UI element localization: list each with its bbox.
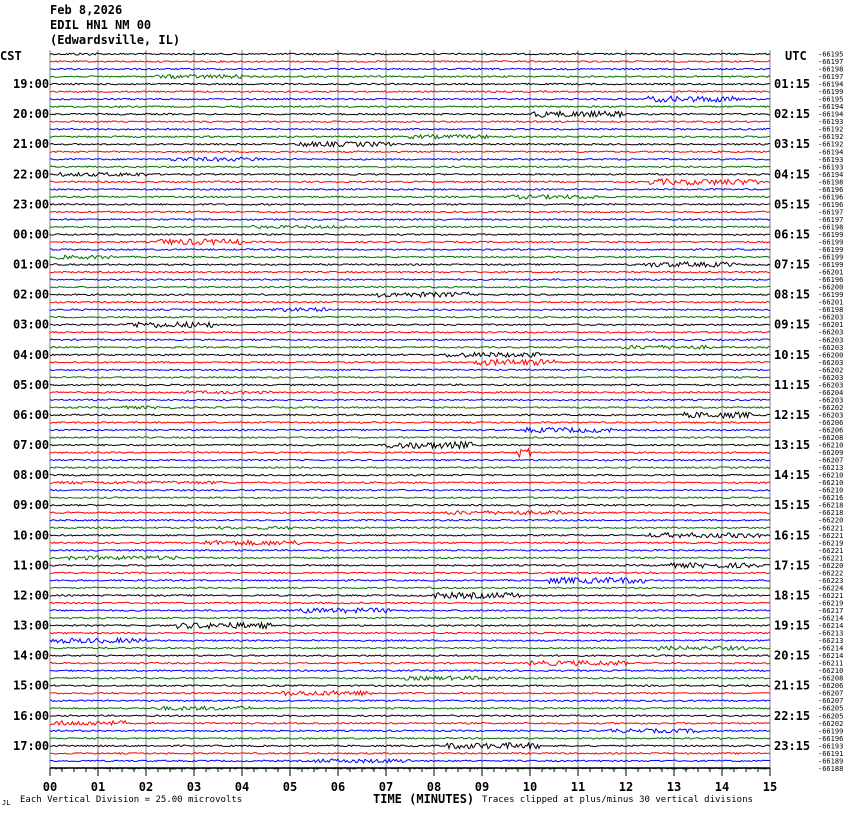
seismic-trace	[50, 219, 770, 221]
trace-baseline-label: -66217	[818, 606, 844, 615]
trace-baseline-label: -66214	[818, 652, 844, 661]
trace-baseline-label: -66219	[818, 599, 844, 608]
seismic-trace	[50, 670, 770, 672]
trace-baseline-label: -66214	[818, 614, 844, 623]
trace-baseline-label: -66197	[818, 58, 844, 67]
left-hour-label: 04:00	[13, 347, 50, 362]
right-hour-label: 11:15	[774, 377, 811, 392]
seismic-trace	[50, 225, 770, 228]
trace-baseline-label: -66208	[818, 674, 844, 683]
trace-baseline-label: -66194	[818, 110, 844, 119]
trace-baseline-label: -66210	[818, 471, 844, 480]
seismic-trace	[50, 563, 770, 568]
right-hour-label: 20:15	[774, 648, 811, 663]
station-code: EDIL HN1 NM 00	[50, 18, 152, 32]
seismic-trace	[50, 602, 770, 604]
seismic-trace	[50, 577, 770, 583]
trace-baseline-label: -66196	[818, 734, 844, 743]
seismic-trace	[50, 646, 770, 650]
trace-baseline-label: -66197	[818, 215, 844, 224]
right-hour-label: 13:15	[774, 438, 811, 453]
seismic-trace	[50, 83, 770, 85]
trace-baseline-label: -66219	[818, 539, 844, 548]
corner-mark: JL	[2, 799, 11, 807]
trace-baseline-label: -66196	[818, 185, 844, 194]
seismic-trace	[50, 519, 770, 521]
seismic-trace	[50, 189, 770, 191]
x-axis-title: TIME (MINUTES)	[373, 792, 475, 806]
seismic-trace	[50, 369, 770, 371]
seismic-trace	[50, 474, 770, 476]
seismic-trace	[50, 142, 770, 147]
trace-baseline-label: -66203	[818, 381, 844, 390]
trace-baseline-label: -66206	[818, 682, 844, 691]
seismic-trace	[50, 638, 770, 643]
left-hour-label: 02:00	[13, 287, 50, 302]
trace-baseline-label: -66210	[818, 667, 844, 676]
trace-baseline-label: -66207	[818, 689, 844, 698]
trace-baseline-label: -66209	[818, 449, 844, 458]
seismic-trace	[50, 339, 770, 341]
x-tick-label: 13	[666, 780, 682, 794]
trace-baseline-label: -66213	[818, 464, 844, 473]
trace-baseline-label: -66206	[818, 426, 844, 435]
seismic-trace	[50, 106, 770, 108]
right-hour-label: 03:15	[774, 137, 811, 152]
trace-baseline-label: -66199	[818, 253, 844, 262]
seismic-trace	[50, 572, 770, 574]
left-hour-label: 05:00	[13, 377, 50, 392]
seismic-trace	[50, 632, 770, 634]
x-tick-label: 14	[714, 780, 730, 794]
trace-baseline-label: -66199	[818, 291, 844, 300]
trace-baseline-label: -66195	[818, 95, 844, 104]
trace-baseline-label: -66214	[818, 644, 844, 653]
x-tick-label: 02	[138, 780, 154, 794]
trace-baseline-label: -66196	[818, 276, 844, 285]
seismic-trace	[50, 391, 770, 394]
seismic-trace	[50, 234, 770, 236]
seismic-trace	[50, 68, 770, 70]
trace-baseline-label: -66194	[818, 170, 844, 179]
trace-baseline-label: -66203	[818, 358, 844, 367]
trace-baseline-label: -66203	[818, 328, 844, 337]
clip-note: Traces clipped at plus/minus 30 vertical divisions	[482, 795, 753, 805]
right-hour-label: 01:15	[774, 77, 811, 92]
seismic-trace	[50, 422, 770, 424]
trace-baseline-label: -66221	[818, 524, 844, 533]
trace-baseline-label: -66199	[818, 88, 844, 97]
left-hour-label: 01:00	[13, 257, 50, 272]
seismic-trace	[50, 345, 770, 349]
seismic-trace	[50, 53, 770, 55]
seismic-trace	[50, 292, 770, 297]
trace-baseline-label: -66221	[818, 531, 844, 540]
right-hour-label: 10:15	[774, 347, 811, 362]
seismic-trace	[50, 157, 770, 161]
right-hour-label: 09:15	[774, 317, 811, 332]
trace-baseline-label: -66204	[818, 388, 844, 397]
seismic-trace	[50, 721, 770, 725]
seismic-trace	[50, 128, 770, 130]
trace-baseline-label: -66193	[818, 742, 844, 751]
left-hour-label: 07:00	[13, 438, 50, 453]
trace-baseline-label: -66210	[818, 479, 844, 488]
seismic-trace	[50, 592, 770, 598]
trace-baseline-label: -66189	[818, 757, 844, 766]
seismic-trace	[50, 316, 770, 318]
trace-baseline-label: -66194	[818, 80, 844, 89]
right-timezone-label: UTC	[785, 49, 807, 63]
seismic-trace	[50, 442, 770, 449]
seismic-trace	[50, 437, 770, 439]
trace-baseline-label: -66196	[818, 200, 844, 209]
trace-baseline-label: -66210	[818, 441, 844, 450]
seismic-trace	[50, 135, 770, 139]
trace-baseline-label: -66199	[818, 261, 844, 270]
x-tick-label: 08	[426, 780, 442, 794]
right-hour-label: 08:15	[774, 287, 811, 302]
trace-baseline-label: -66197	[818, 208, 844, 217]
x-tick-label: 05	[282, 780, 298, 794]
seismic-trace	[50, 743, 770, 749]
seismic-trace	[50, 550, 770, 552]
trace-baseline-label: -66213	[818, 637, 844, 646]
trace-baseline-label: -66218	[818, 501, 844, 510]
seismic-trace	[50, 489, 770, 491]
seismic-trace	[50, 406, 770, 409]
trace-baseline-label: -66194	[818, 103, 844, 112]
trace-baseline-label: -66199	[818, 246, 844, 255]
right-hour-label: 05:15	[774, 197, 811, 212]
left-hour-label: 23:00	[13, 197, 50, 212]
trace-baseline-label: -66201	[818, 321, 844, 330]
seismic-trace	[50, 271, 770, 273]
seismic-trace	[50, 511, 770, 515]
trace-baseline-label: -66191	[818, 749, 844, 758]
right-hour-label: 19:15	[774, 618, 811, 633]
trace-baseline-label: -66210	[818, 486, 844, 495]
trace-baseline-label: -66224	[818, 584, 844, 593]
seismic-trace	[50, 753, 770, 755]
trace-baseline-label: -66203	[818, 373, 844, 382]
x-tick-label: 06	[330, 780, 346, 794]
x-tick-label: 04	[234, 780, 250, 794]
trace-baseline-label: -66207	[818, 456, 844, 465]
seismic-trace	[50, 111, 770, 117]
seismic-trace	[50, 331, 770, 333]
seismic-trace	[50, 533, 770, 538]
seismic-trace	[50, 540, 770, 545]
vertical-scale-note: Each Vertical Division = 25.00 microvolts	[20, 795, 243, 805]
seismic-trace	[50, 249, 770, 251]
trace-baseline-label: -66203	[818, 411, 844, 420]
seismic-trace	[50, 195, 770, 199]
trace-baseline-label: -66206	[818, 418, 844, 427]
trace-baseline-label: -66220	[818, 516, 844, 525]
seismic-trace	[50, 497, 770, 499]
trace-baseline-label: -66200	[818, 283, 844, 292]
seismic-trace	[50, 467, 770, 469]
seismic-trace	[50, 399, 770, 401]
seismic-trace	[50, 61, 770, 63]
seismic-trace	[50, 211, 770, 213]
trace-baseline-label: -66214	[818, 622, 844, 631]
trace-baseline-label: -66221	[818, 591, 844, 600]
seismic-trace	[50, 676, 770, 680]
trace-baseline-label: -66202	[818, 366, 844, 375]
seismic-trace	[50, 759, 770, 763]
trace-baseline-label: -66193	[818, 163, 844, 172]
seismic-trace	[50, 91, 770, 93]
left-hour-label: 20:00	[13, 107, 50, 122]
right-hour-label: 07:15	[774, 257, 811, 272]
trace-baseline-label: -66216	[818, 494, 844, 503]
seismic-trace	[50, 526, 770, 529]
trace-baseline-label: -66197	[818, 73, 844, 82]
seismic-trace	[50, 308, 770, 312]
trace-baseline-label: -66203	[818, 313, 844, 322]
x-tick-label: 01	[90, 780, 106, 794]
seismic-trace	[50, 715, 770, 717]
x-tick-label: 00	[42, 780, 58, 794]
seismic-trace	[50, 729, 770, 733]
seismic-trace	[50, 700, 770, 702]
x-tick-label: 12	[618, 780, 634, 794]
trace-baseline-label: -66195	[818, 50, 844, 59]
trace-baseline-label: -66199	[818, 230, 844, 239]
seismic-trace	[50, 685, 770, 687]
left-hour-label: 19:00	[13, 77, 50, 92]
seismic-trace	[50, 239, 770, 245]
trace-baseline-label: -66218	[818, 509, 844, 518]
right-hour-label: 23:15	[774, 738, 811, 753]
trace-baseline-label: -66199	[818, 727, 844, 736]
seismic-trace	[50, 359, 770, 365]
seismic-trace	[50, 166, 770, 168]
x-tick-label: 03	[186, 780, 202, 794]
trace-baseline-label: -66211	[818, 659, 844, 668]
seismic-trace	[50, 96, 770, 102]
seismic-trace	[50, 262, 770, 267]
right-hour-label: 17:15	[774, 558, 811, 573]
plot-date: Feb 8,2026	[50, 3, 123, 17]
seismic-trace	[50, 481, 770, 484]
trace-baseline-label: -66193	[818, 118, 844, 127]
left-hour-label: 08:00	[13, 468, 50, 483]
trace-baseline-label: -66221	[818, 546, 844, 555]
seismic-trace	[50, 459, 770, 461]
x-tick-label: 11	[570, 780, 586, 794]
x-tick-label: 15	[762, 780, 778, 794]
seismic-trace	[50, 173, 770, 177]
trace-baseline-label: -66198	[818, 178, 844, 187]
left-hour-label: 11:00	[13, 558, 50, 573]
trace-baseline-label: -66194	[818, 148, 844, 157]
trace-baseline-label: -66198	[818, 223, 844, 232]
seismic-trace	[50, 286, 770, 288]
trace-baseline-label: -66198	[818, 65, 844, 74]
seismic-trace	[50, 179, 770, 185]
seismic-trace	[50, 661, 770, 666]
seismic-trace	[50, 384, 770, 386]
seismic-trace	[50, 301, 770, 303]
seismic-trace	[50, 617, 770, 619]
seismic-trace	[50, 449, 770, 457]
right-hour-label: 16:15	[774, 528, 811, 543]
trace-baseline-label: -66188	[818, 764, 844, 773]
seismic-trace	[50, 412, 770, 418]
trace-baseline-label: -66205	[818, 712, 844, 721]
seismic-trace	[50, 655, 770, 657]
trace-baseline-label: -66198	[818, 306, 844, 315]
seismic-trace	[50, 121, 770, 123]
right-hour-label: 22:15	[774, 708, 811, 723]
seismic-trace	[50, 151, 770, 153]
seismic-trace	[50, 738, 770, 740]
trace-baseline-label: -66201	[818, 268, 844, 277]
left-hour-label: 17:00	[13, 738, 50, 753]
left-hour-label: 03:00	[13, 317, 50, 332]
seismic-trace	[50, 556, 770, 560]
seismic-trace	[50, 608, 770, 613]
trace-baseline-label: -66199	[818, 238, 844, 247]
left-hour-label: 15:00	[13, 678, 50, 693]
trace-baseline-label: -66202	[818, 719, 844, 728]
trace-baseline-label: -66208	[818, 434, 844, 443]
left-hour-label: 14:00	[13, 648, 50, 663]
seismic-trace	[50, 75, 770, 79]
trace-baseline-label: -66221	[818, 554, 844, 563]
right-hour-label: 15:15	[774, 498, 811, 513]
right-hour-label: 06:15	[774, 227, 811, 242]
left-hour-label: 13:00	[13, 618, 50, 633]
trace-baseline-label: -66207	[818, 697, 844, 706]
left-hour-label: 10:00	[13, 528, 50, 543]
trace-baseline-label: -66213	[818, 629, 844, 638]
seismic-trace	[50, 322, 770, 328]
left-hour-label: 09:00	[13, 498, 50, 513]
x-tick-label: 10	[522, 780, 538, 794]
trace-baseline-label: -66193	[818, 155, 844, 164]
trace-baseline-label: -66192	[818, 133, 844, 142]
seismic-trace	[50, 623, 770, 629]
trace-baseline-label: -66201	[818, 298, 844, 307]
right-hour-label: 14:15	[774, 468, 811, 483]
left-hour-label: 12:00	[13, 588, 50, 603]
seismic-trace	[50, 279, 770, 281]
trace-baseline-label: -66203	[818, 396, 844, 405]
left-hour-label: 22:00	[13, 167, 50, 182]
seismic-trace	[50, 255, 770, 259]
x-tick-label: 09	[474, 780, 490, 794]
trace-baseline-label: -66223	[818, 576, 844, 585]
seismic-trace	[50, 204, 770, 206]
trace-baseline-label: -66203	[818, 343, 844, 352]
trace-baseline-label: -66200	[818, 351, 844, 360]
seismic-trace	[50, 691, 770, 696]
trace-baseline-label: -66222	[818, 569, 844, 578]
station-location: (Edwardsville, IL)	[50, 33, 181, 47]
trace-baseline-label: -66192	[818, 125, 844, 134]
trace-baseline-label: -66203	[818, 336, 844, 345]
seismic-trace	[50, 706, 770, 710]
right-hour-label: 04:15	[774, 167, 811, 182]
left-hour-label: 16:00	[13, 708, 50, 723]
right-hour-label: 18:15	[774, 588, 811, 603]
right-hour-label: 02:15	[774, 107, 811, 122]
seismic-trace	[50, 587, 770, 589]
seismic-trace	[50, 504, 770, 506]
right-hour-label: 12:15	[774, 407, 811, 422]
trace-baseline-label: -66196	[818, 193, 844, 202]
left-timezone-label: CST	[0, 49, 22, 63]
trace-baseline-label: -66192	[818, 140, 844, 149]
x-tick-label: 07	[378, 780, 394, 794]
left-hour-label: 06:00	[13, 407, 50, 422]
trace-baseline-label: -66202	[818, 403, 844, 412]
seismic-trace	[50, 377, 770, 379]
seismic-trace	[50, 428, 770, 433]
trace-baseline-label: -66220	[818, 561, 844, 570]
left-hour-label: 00:00	[13, 227, 50, 242]
seismic-trace	[50, 352, 770, 357]
left-hour-label: 21:00	[13, 137, 50, 152]
trace-baseline-label: -66205	[818, 704, 844, 713]
right-hour-label: 21:15	[774, 678, 811, 693]
